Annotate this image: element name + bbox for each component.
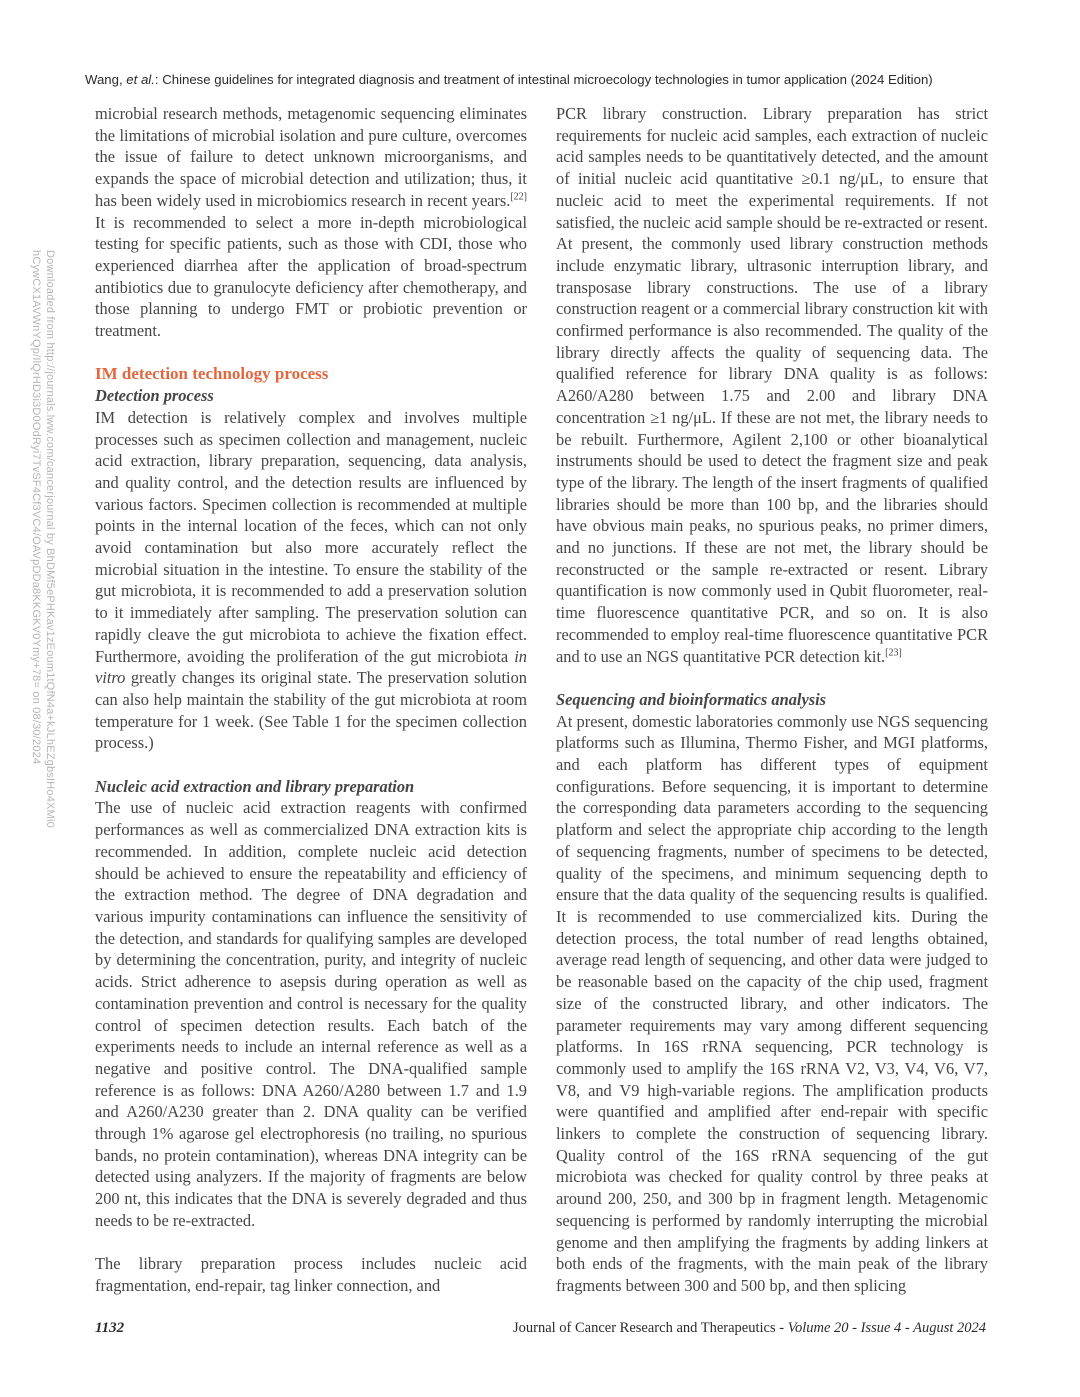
paragraph-text: PCR library construction. Library preparation has strict requirements for nucleic acid samples, each extraction of nucleic acid samples needs to be quantitatively detected, and the amount of initial nucleic acid quantitative ≥0.1 ng/μL, to ensure that nucleic acid to meet the experimental requirements. If not satisfied, the nucleic acid sample should be re-extracted or resent. At present, the commonly used library construction methods include enzymatic library, ultrasonic interruption library, and transposase library constructions. The use of a library construction reagent or a commercial library construction kit with confirmed performance is also recommended. The quality of the library directly affects the quality of sequencing data. The qualified reference for library DNA quality is as follows: A260/A280 between 1.75 and 2.00 and library DNA concentration ≥1 ng/μL. If these are not met, the library needs to be rebuilt. Furthermore, Agilent 2,100 or other bioanalytical instruments should be used to detect the fragment size and peak type of the library. The length of the insert fragments of qualified libraries should be more than 100 bp, and the libraries should have obvious main peaks, no spurious peaks, no primer dimers, and no junctions. If these are not met, the library should be reconstructed or the sample re-extracted or resent. Library quantification is now commonly used in Qubit fluorometer, real-time fluorescence quantitative PCR, and so on. It is also recommended to employ real-time fluorescence quantitative PCR and to use an NGS quantitative PCR detection kit. bbox=[556, 104, 988, 666]
paragraph: The use of nucleic acid extraction reagents with confirmed performances as well as commercialized DNA extraction kits is recommended. In addition, complete nucleic acid detection should be achieved to ensure the repeatability and efficiency of the extraction method. The degree of DNA degradation and various impurity contaminations can influence the sensitivity of the detection, and standards for qualifying samples are developed by determining the concentration, purity, and integrity of nucleic acids. Strict adherence to asepsis during operation as well as contamination prevention and control is necessary for the quality control of specimen detection results. Each batch of the experiments needs to include an internal reference as well as a negative and positive control. The DNA-qualified sample reference is as follows: DNA A260/A280 between 1.7 and 1.9 and A260/A230 greater than 2. DNA quality can be verified through 1% agarose gel electrophoresis (no trailing, no spurious bands, no protein contamination), whereas DNA integrity can be detected using analyzers. If the majority of fragments are below 200 nt, this indicates that the DNA is severely degraded and thus needs to be re-extracted. bbox=[95, 798, 527, 1230]
journal-name: Journal of Cancer Research and Therapeutics bbox=[512, 1320, 776, 1336]
left-column bbox=[95, 103, 527, 1297]
subheading-sequencing-bioinformatics: Sequencing and bioinformatics analysis bbox=[556, 689, 827, 709]
paragraph: At present, domestic laboratories commonly use NGS sequencing platforms such as Illumina, Thermo Fisher, and MGI platforms, and each platform has different types of equipment configurations. Before sequencing, it is important to determine the corresponding data parameters according to the sequencing platform and select the appropriate chip according to the length of sequencing fragments, number of specimens to be detected, quality of the specimens, and minimum sequencing depth to ensure that the data quality of the sequencing results is qualified. It is recommended to use commercialized kits. During the detection process, the total number of read lengths obtained, average read length of sequencing, and other data were judged to be reasonable based on the capacity of the chip used, fragment size of the constructed library, and other indicators. The parameter requirements may vary among different sequencing platforms. In 16S rRNA sequencing, PCR technology is commonly used to amplify the 16S rRNA V2, V3, V4, V6, V7, V8, and V9 high-variable regions. The amplification products were quantified and amplified after end-repair with specific linkers to complete the construction of sequencing library. Quality control of the 16S rRNA sequencing of the gut microbiota was checked for quality control by three peaks at around 200, 250, and 300 bp in fragment length. Metagenomic sequencing is performed by randomly interrupting the microbial genome and then amplifying the fragments by adding linkers at both ends of the fragments, with the main peak of the library fragments between 300 and 500 bp, and then splicing bbox=[556, 711, 988, 1295]
download-watermark-line2: hCywCX1AVWnYQp/IlQrHD3i3D0OdRyi7TvSF4Cf3VC4/OAVpDDa8KKGKV0Ymy+78= on 08/30/2024 bbox=[30, 250, 42, 765]
reference-23: [23] bbox=[885, 647, 902, 659]
running-head-authors: Wang, bbox=[85, 72, 127, 87]
subheading-nucleic-acid-extraction: Nucleic acid extraction and library preparation bbox=[95, 776, 415, 796]
paragraph-text: microbial research methods, metagenomic sequencing eliminates the limitations of microbial isolation and pure culture, overcomes the issue of failure to detect unknown microorganisms, and expands the space of microbial detection and utilization; thus, it has been widely used in microbiomics research in recent years. bbox=[95, 104, 527, 210]
journal-issue-info: - Volume 20 - Issue 4 - August 2024 bbox=[775, 1320, 986, 1336]
paragraph bbox=[556, 103, 988, 667]
paragraph: The library preparation process includes nucleic acid fragmentation, end-repair, tag linker connection, and bbox=[95, 1254, 527, 1295]
running-head bbox=[85, 72, 1000, 87]
running-head-title: : Chinese guidelines for integrated diagnosis and treatment of intestinal microecology technologies in tumor application (2024 Edition) bbox=[154, 72, 933, 87]
paragraph-text: It is recommended to select a more in-depth microbiological testing for specific patients, such as those with CDI, those who experienced diarrhea after the application of broad-spectrum antibiotics due to granulocyte deficiency after chemotherapy, and those planning to undergo FMT or probiotic prevention or treatment. bbox=[95, 212, 527, 341]
latin-term: in vitro bbox=[95, 646, 527, 688]
subheading-detection-process: Detection process bbox=[95, 386, 214, 406]
download-watermark-line1: Downloaded from http://journals.lww.com/cancerjournal by BhDMf5ePHKav1zEoum1tQfN4a+kJLhEZgbsIHo4XMi0 bbox=[44, 250, 56, 828]
paragraph-text: greatly changes its original state. The preservation solution can also help maintain the stability of the gut microbiota at room temperature for 1 week. (See Table 1 for the specimen collection process.) bbox=[95, 668, 527, 753]
right-column bbox=[556, 103, 988, 1297]
page-number: 1132 bbox=[95, 1320, 125, 1336]
reference-22: [22] bbox=[510, 191, 527, 203]
paragraph bbox=[95, 407, 527, 754]
section-heading-im-detection: IM detection technology process bbox=[95, 364, 329, 384]
paragraph-text: IM detection is relatively complex and involves multiple processes such as specimen collection and management, nucleic acid extraction, library preparation, sequencing, data analysis, and quality control, and the detection results are influenced by various factors. Specimen collection is recommended at multiple points in the internal location of the feces, which can not only avoid contamination but also more accurately reflect the microbial situation in the intestine. To ensure the stability of the gut microbiota, it is recommended to add a preservation solution to it immediately after sampling. The preservation solution can rapidly cleave the gut microbiota to achieve the fixation effect. Furthermore, avoiding the proliferation of the gut microbiota bbox=[95, 407, 527, 666]
running-head-etal: et al. bbox=[126, 72, 155, 87]
paragraph bbox=[95, 103, 527, 342]
journal-citation bbox=[513, 1320, 986, 1337]
page-footer bbox=[95, 1320, 986, 1337]
